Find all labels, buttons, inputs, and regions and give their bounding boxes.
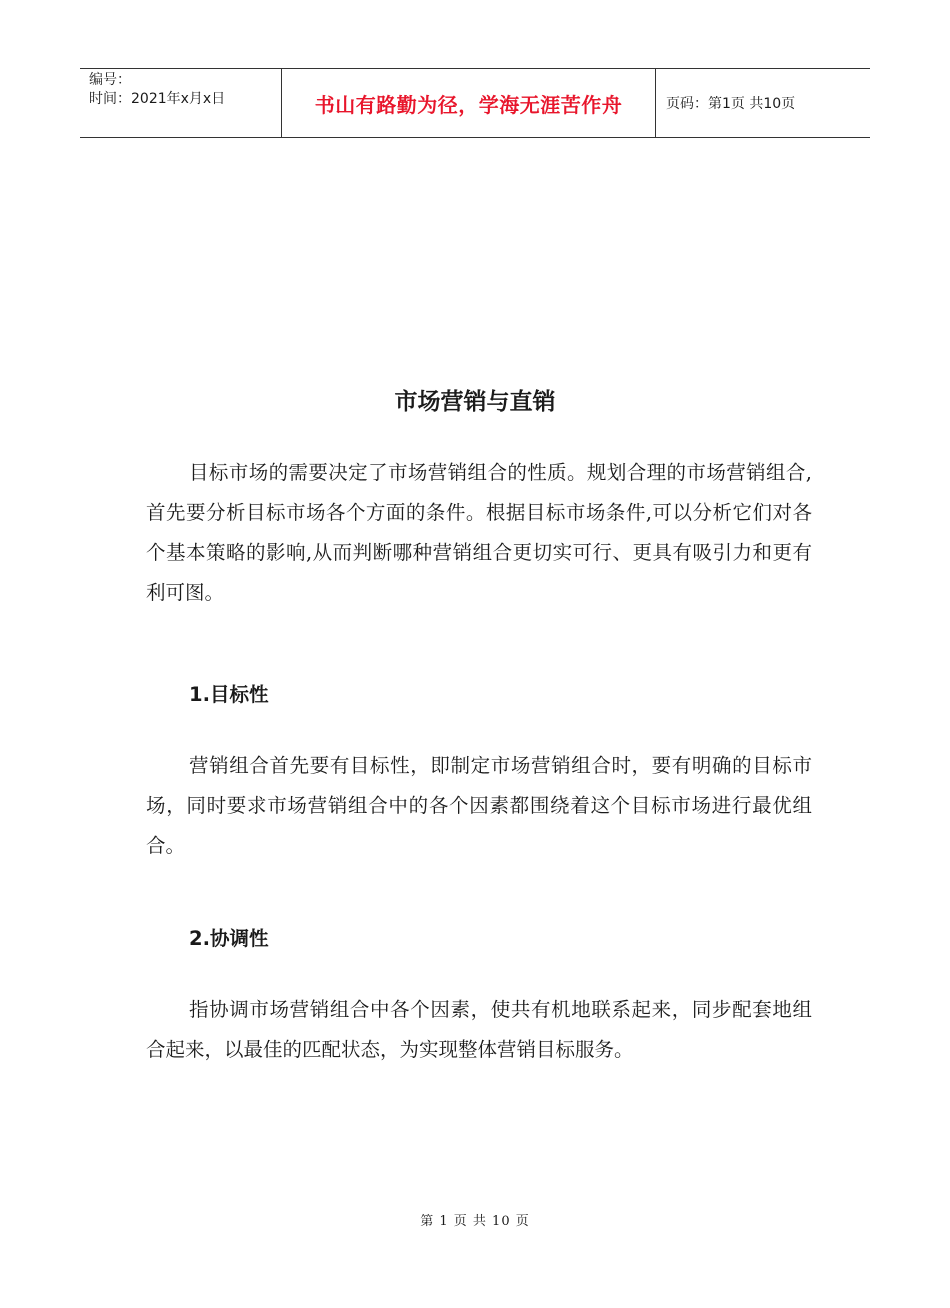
section-heading-1: 1.目标性 <box>189 683 269 706</box>
section-heading-2: 2.协调性 <box>189 927 269 950</box>
header-motto-cell <box>282 69 656 137</box>
section-body-2: 指协调市场营销组合中各个因素，使共有机地联系起来，同步配套地组合起来，以最佳的匹配状态，为实现整体营销目标服务。 <box>146 998 812 1061</box>
header-page-cell <box>656 69 870 137</box>
time-label: 时间：2021年x月x日 <box>89 91 226 107</box>
intro-paragraph: 目标市场的需要决定了市场营销组合的性质。规划合理的市场营销组合,首先要分析目标市场各个方面的条件。根据目标市场条件,可以分析它们对各个基本策略的影响,从而判断哪种营销组合更切实可行、更具有吸引力和更有利可图。 <box>146 461 812 604</box>
header-meta-cell <box>80 69 282 137</box>
header-table <box>80 68 870 138</box>
number-label: 编号： <box>89 72 131 88</box>
page-footer: 第 1 页 共 10 页 <box>420 1214 530 1229</box>
page-info: 页码：第1页 共10页 <box>666 96 796 112</box>
motto-text: 书山有路勤为径，学海无涯苦作舟 <box>314 92 623 117</box>
document-title: 市场营销与直销 <box>394 389 556 415</box>
section-body-1: 营销组合首先要有目标性，即制定市场营销组合时，要有明确的目标市场，同时要求市场营销组合中的各个因素都围绕着这个目标市场进行最优组合。 <box>146 754 812 857</box>
